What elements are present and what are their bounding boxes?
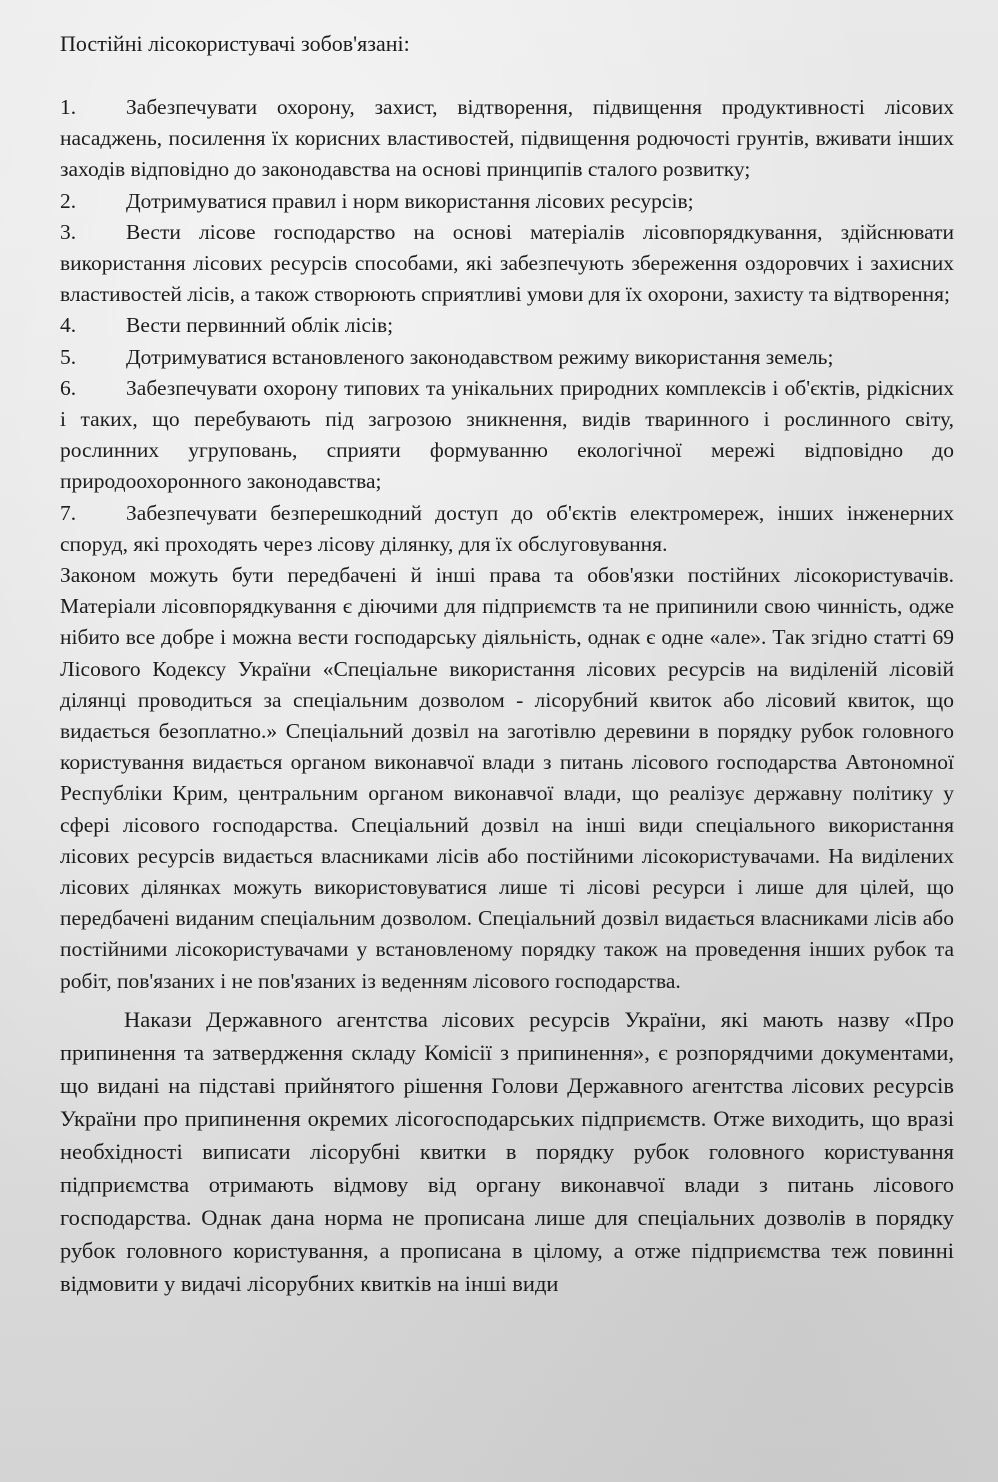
list-item-text: Забезпечувати безперешкодний доступ до об'єктів електромереж, інших інженерних споруд, які проходять через лісову ділянку, для їх обслуговування.	[60, 500, 954, 556]
document-heading: Постійні лісокористувачі зобов'язані:	[60, 31, 410, 56]
body-paragraph: Законом можуть бути передбачені й інші права та обов'язки постійних лісокористувачів. Матеріали лісовпорядкування є діючими для підприємств та не припинили свою чинність, одже нібито все добре і можна вести господарську діяльність, однак є одне «але». Так згідно статті 69 Лісового Кодексу України «Спеціальне використання лісових ресурсів на виділеній лісовій ділянці проводиться за спеціальним дозволом - лісорубний квиток або лісовий квиток, що видається безоплатно.» Спеціальний дозвіл на заготівлю деревини в порядку рубок головного користування видається органом виконавчої влади з питань лісового господарства Автономної Республіки Крим, центральним органом виконавчої влади, що реалізує державну політику у сфері лісового господарства. Спеціальний дозвіл на інші види спеціального використання лісових ресурсів видається власниками лісів або постійними лісокористувачами. На виділених лісових ділянках можуть використовуватися лише ті лісові ресурси і лише для цілей, що передбачені виданим спеціальним дозволом. Спеціальний дозвіл видається власниками лісів або постійними лісокористувачами у встановленому порядку також на проведення інших рубок та робіт, пов'язаних і не пов'язаних із веденням лісового господарства.	[60, 563, 954, 993]
list-item-text: Забезпечувати охорону типових та унікальних природних комплексів і об'єктів, рідкісних і таких, що перебувають під загрозою зникнення, видів тваринного і рослинного світу, рослинних угруповань, сприяти формуванню екологічної мережі відповідно до природоохоронного законодавства;	[60, 375, 954, 494]
list-item-number: 1.	[60, 95, 77, 119]
list-item-number: 7.	[60, 500, 77, 525]
list-item-text: Забезпечувати охорону, захист, відтворення, підвищення продуктивності лісових насаджень, посилення їх корисних властивостей, підвищення родючості грунтів, вживати інших заходів відповідно до законодавства на основі принципів сталого розвитку;	[60, 95, 954, 182]
list-item-number: 6.	[60, 375, 77, 400]
body-paragraph: Накази Державного агентства лісових ресурсів України, які мають назву «Про припинення та затвердження складу Комісії з припинення», є розпорядчими документами, що видані на підставі прийнятого рішення Голови Державного агентства лісових ресурсів України про припинення окремих лісогосподарських підприємств. Отже виходить, що вразі необхідності виписати лісорубні квитки в порядку рубок головного користування підприємства отримають відмову від органу виконавчої влади з питань лісового господарства. Однак дана норма не прописана лише для спеціальних дозволів в порядку рубок головного користування, а прописана в цілому, а отже підприємства теж повинні відмовити у видачі лісорубних квитків на інші види	[60, 1006, 954, 1296]
list-item	[60, 217, 954, 311]
list-item-number: 2.	[60, 188, 77, 213]
list-item-text: Вести первинний облік лісів;	[126, 313, 394, 338]
list-item	[60, 310, 954, 341]
list-item	[60, 498, 954, 560]
list-item	[60, 92, 954, 186]
list-item	[60, 342, 954, 373]
list-item	[60, 373, 954, 498]
list-item	[60, 186, 954, 217]
list-item-number: 3.	[60, 219, 77, 244]
list-item-text: Вести лісове господарство на основі матеріалів лісовпорядкування, здійснювати використання лісових ресурсів способами, які забезпечують збереження оздоровчих і захисних властивостей лісів, а також створюють сприятливі умови для їх охорони, захисту та відтворення;	[60, 219, 954, 307]
list-item-number: 5.	[60, 344, 77, 369]
list-item-text: Дотримуватися правил і норм використання лісових ресурсів;	[126, 188, 694, 213]
list-item-number: 4.	[60, 313, 77, 338]
list-item-text: Дотримуватися встановленого законодавством режиму використання земель;	[126, 344, 834, 369]
obligations-list	[60, 92, 954, 560]
